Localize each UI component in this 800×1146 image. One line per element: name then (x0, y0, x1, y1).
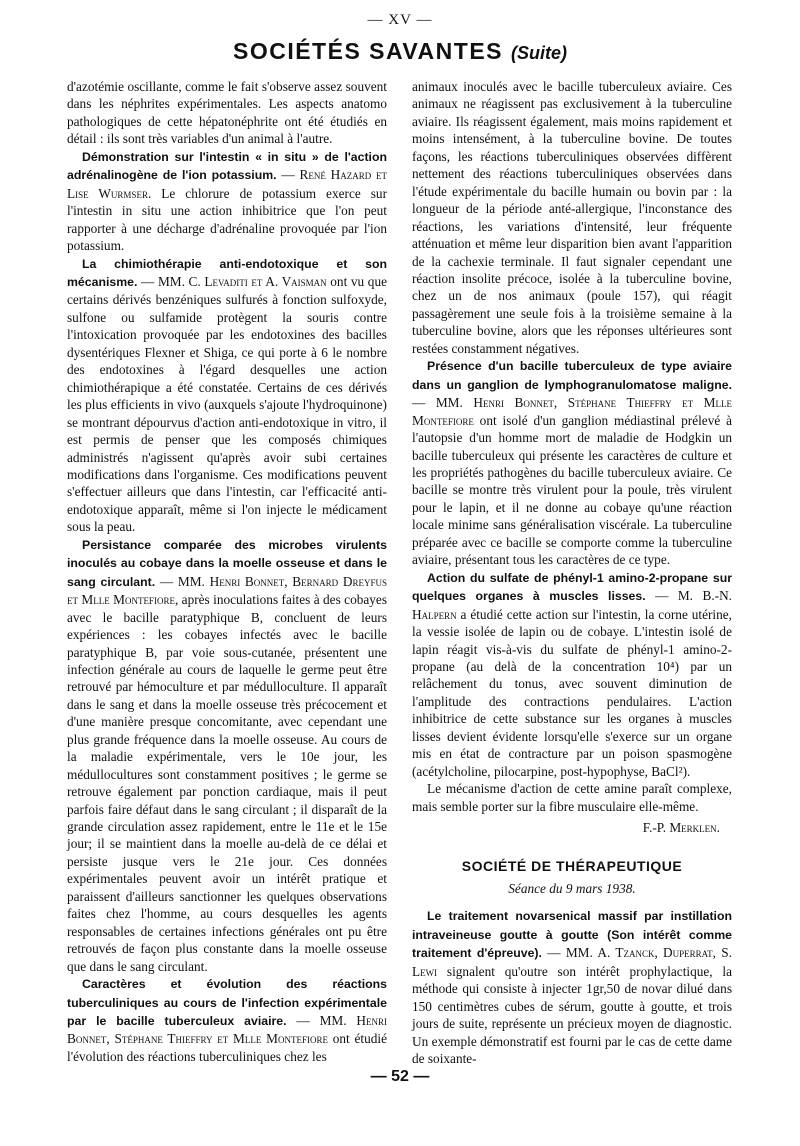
abstract-authors: — René Hazard et Lise Wurmser. (67, 167, 387, 201)
abstract-authors: — MM. Henri Bonnet, Stéphane Thieffry et Mlle Montefiore (412, 395, 732, 428)
left-column (67, 78, 387, 1065)
abstract (412, 907, 732, 1067)
abstract-title: Démonstration sur l'intestin « in situ » de l'action adrénalinogène de l'ion potassium. (67, 149, 387, 183)
abstract-body: signalent qu'outre son intérêt prophylactique, la méthode qui consiste à injecter 1gr,50 de novar dilué dans 150 centimètres cubes de sérum, goutte à goutte, et trois jours de suite, représente un précieux moyen de diagnostic. Un exemple démonstratif est fourni par le cas de cette dame de soixante- (412, 963, 732, 1067)
roman-folio: — XV — (367, 12, 433, 28)
running-header (0, 38, 800, 65)
right-column (412, 78, 732, 1067)
abstract-title: Caractères et évolution des réactions tuberculiniques au cours de l'infection expérimentale par le bacille tuberculeux aviaire. (67, 977, 387, 1029)
abstract-body: après inoculations faites à des cobayes avec le bacille paratyphique B, concluent de leurs expériences : les cobayes infectés avec le bacille paratyphique B, par voie sous-cutanée, présentent une infection générale au cours de laquelle le germe peut être retrouvé par hémoculture et par médulloculture. Il apparaît dans le sang et dans la moelle osseuse très précocement et d'une manière presque concomitante, avec cependant une plus grande fréquence dans la moelle osseuse. Au cours de la maladie expérimentale, vers le 10e jour, les médullocultures sont constamment positives ; le germe se retrouve également par ponction cardiaque, mais il peut parfois faire défaut dans le sang circulant ; il disparaît de la grande circulation assez rapidement, entre le 11e et le 15e jour; il se maintient dans la moelle au-delà de ce délai et persiste jusque vers le 21e jour. Ces données expérimentales peuvent avoir un intérêt pratique et paraissent d'ailleurs sanctionner les quelques observations faites chez l'homme, au cours desquelles les agents responsables de certaines infections générales ont pu être retrouvés de façon plus constante dans la moelle osseuse que dans le sang circulant. (67, 592, 387, 974)
session-date: Séance du 9 mars 1938. (508, 880, 636, 896)
abstract-title: Présence d'un bacille tuberculeux de type aviaire dans un ganglion de lymphogranulomatose maligne. (412, 359, 732, 392)
society-heading: SOCIÉTÉ DE THÉRAPEUTIQUE (461, 858, 683, 875)
abstract (412, 569, 732, 780)
abstract-authors: — M. B.-N. Halpern (412, 588, 732, 622)
abstract-title: Le traitement novarsenical massif par instillation intraveineuse goutte à goutte (Son intérêt comme traitement d'épreuve). (412, 909, 732, 961)
abstract (67, 148, 387, 255)
section-title: SOCIÉTÉS SAVANTES (232, 38, 504, 64)
paragraph: animaux inoculés avec le bacille tuberculeux aviaire. Ces animaux ne réagissent pas exclusivement à la tuberculine aviaire. Ils réagissent également, mais moins rapidement et moins intensément, à la tuberculine bovine. De toutes façons, les réactions tuberculiniques observées diffèrent nettement des réactions tuberculiniques observées dans l'étude expérimentale du bacille humain ou bovin par : la longueur de la période anté-allergique, l'inconstance des réactions, les variations d'intensité, leur fréquente atténuation et même leur disparition bien avant l'apparition de la cachexie terminale. Il faut signaler cependant une réaction insolite précoce, isolée à la tuberculine bovine, chez un de nos animaux (poule 157), qui réagit passagèrement une seule fois à la troisième semaine à la tuberculine bovine, alors que les réponses ultérieures sont restées constamment négatives. (412, 79, 732, 356)
page-number: — 52 — (370, 1068, 430, 1085)
paragraph: d'azotémie oscillante, comme le fait s'observe assez souvent dans les néphrites expérimentales. Les aspects anatomo pathologiques de cette hépatonéphrite ont été étudiés en détail : ils sont très variables d'un animal à l'autre. (67, 79, 387, 147)
abstract-title: La chimiothérapie anti-endotoxique et son mécanisme. (67, 256, 387, 289)
abstract-title: Persistance comparée des microbes virulents inoculés au cobaye dans la moelle osseuse et dans le sang circulant. (67, 537, 387, 589)
abstract-body: ont étudié l'évolution des réactions tuberculiniques chez les (67, 1031, 387, 1064)
abstract-authors: — MM. A. Tzanck, Duperrat, S. Lewi (412, 945, 733, 979)
abstract-body: a étudié cette action sur l'intestin, la corne utérine, la vessie isolée de lapin ou de cobaye. L'intestin isolé de lapin réagit vis-à-vis du sulfate de phényl-1 amino-2-propane (au delà de la concentration 10⁴) par un relâchement du tonus, avec souvent diminution de l'amplitude des contractions pendulaires. L'action inhibitrice de cette substance sur les organes à muscles lisses devient évidente lorsqu'elle s'exerce sur un organe mis en état de contracture par un poison spasmogène (acétylcholine, pilocarpine, post-hypophyse, BaCl²). (412, 606, 732, 779)
abstract (67, 536, 387, 975)
abstract (412, 357, 732, 568)
abstract-body: Le chlorure de potassium exerce sur l'intestin in situ une action inhibitrice que l'on peut rapporter à une décharge d'adrénaline provoquée par l'ion potassium. (67, 185, 387, 254)
abstract-authors: — MM. C. Levaditi et A. Vaisman (141, 273, 327, 289)
abstract-body: ont vu que certains dérivés benzéniques sulfurés à fonction sulfoxyde, sulfone ou sulfamide protègent la souris contre l'intoxication provoquée par les endotoxines des bacilles dysentériques Flexner et Shiga, ce qui porte à 6 le nombre des endotoxines à l'égard desquelles une action chimiothérapique a été constatée. Certains de ces dérivés les plus efficients in vivo (auxquels s'ajoute l'hydroquinone) se montrant dépourvus d'action anti-endotoxique in vitro, il est permis de penser que les composés chimiques administrés n'agissent qu'après avoir subi certaines modifications dans l'organisme. Ces modifications peuvent s'effectuer ailleurs que dans l'intestin, car l'efficacité anti-endotoxique apparaît, même si l'on injecte le médicament sous la peau. (67, 273, 387, 535)
section-title-suite: (Suite) (511, 43, 568, 63)
paragraph: Le mécanisme d'action de cette amine paraît complexe, mais semble porter sur la fibre musculaire elle-même. (412, 781, 732, 814)
abstract (67, 255, 387, 536)
abstract (67, 975, 387, 1065)
abstract-body: ont isolé d'un ganglion médiastinal prélevé à l'autopsie d'un homme mort de maladie de Hodgkin un bacille tuberculeux qui présente les caractères de culture et les propriétés pathogènes du bacille tuberculeux aviaire. Ce bacille se montre très virulent pour la poule, très virulent pour le lapin, et il ne donne au cobaye qu'une réaction locale minime sans généralisation viscérale. La tuberculine préparée avec ce bacille se comporte comme la tuberculine aviaire, présentant tous les caractères de ce type. (412, 412, 732, 568)
abstract-authors: — MM. Henri Bonnet, Bernard Dreyfus et Mlle Montefiore, (67, 573, 387, 608)
abstract-title: Action du sulfate de phényl-1 amino-2-propane sur quelques organes à muscles lisses. (412, 570, 732, 604)
abstract-authors: — MM. Henri Bonnet, Stéphane Thieffry et Mlle Montefiore (67, 1013, 387, 1047)
signature: F.-P. Merklen. (642, 820, 720, 836)
